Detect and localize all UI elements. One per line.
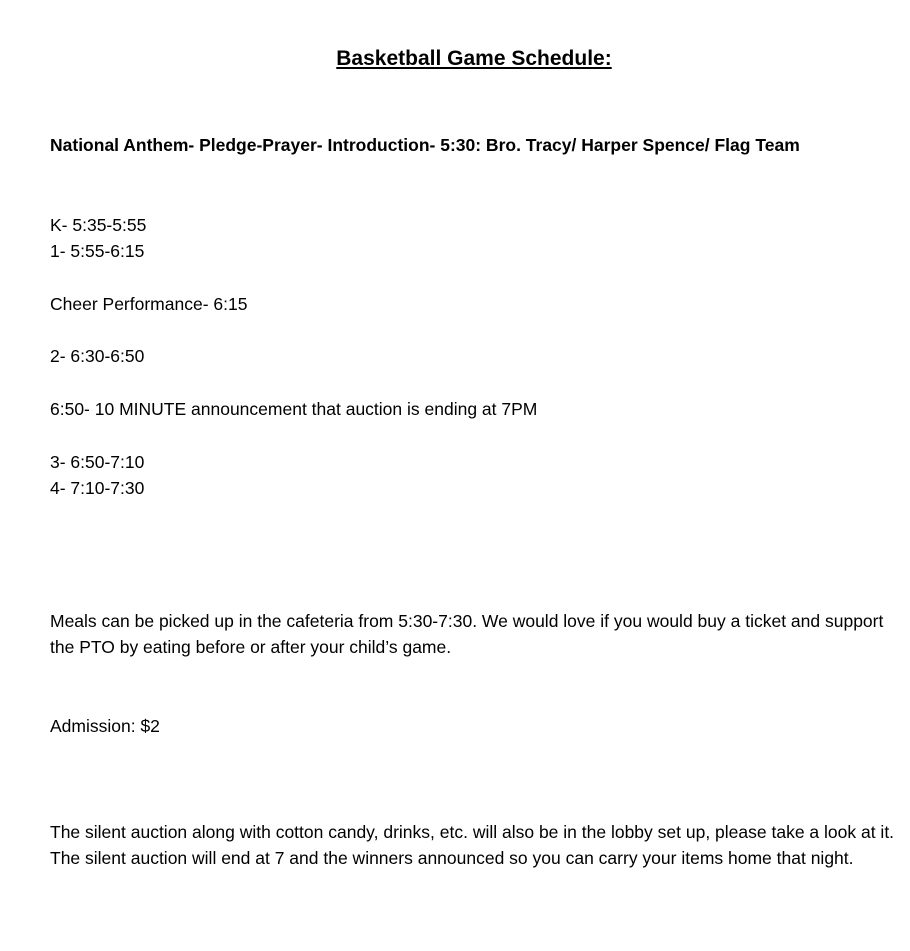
schedule-item-2: 2- 6:30-6:50 [50, 346, 145, 366]
schedule-item-k: K- 5:35-5:55 [50, 215, 147, 235]
auction-announcement-line: 6:50- 10 MINUTE announcement that auction is ending at 7PM [50, 399, 538, 419]
cheer-performance-line: Cheer Performance- 6:15 [50, 294, 248, 314]
schedule-group-1 [50, 212, 895, 264]
silent-auction-paragraph: The silent auction along with cotton candy, drinks, etc. will also be in the lobby set up, please take a look at it. The silent auction will end at 7 and the winners announced so you can carry your items home that night. [50, 822, 895, 868]
schedule-item-1: 1- 5:55-6:15 [50, 241, 145, 261]
schedule-group-2 [50, 449, 895, 501]
opening-ceremony-line: National Anthem- Pledge-Prayer- Introduction- 5:30: Bro. Tracy/ Harper Spence/ Flag Team [50, 135, 800, 155]
document-title: Basketball Game Schedule: [336, 47, 612, 70]
schedule-item-3: 3- 6:50-7:10 [50, 452, 145, 472]
admission-line: Admission: $2 [50, 716, 160, 736]
meals-paragraph: Meals can be picked up in the cafeteria from 5:30-7:30. We would love if you would buy a ticket and support the PTO by eating before or after your child’s game. [50, 611, 884, 657]
schedule-item-4: 4- 7:10-7:30 [50, 478, 145, 498]
